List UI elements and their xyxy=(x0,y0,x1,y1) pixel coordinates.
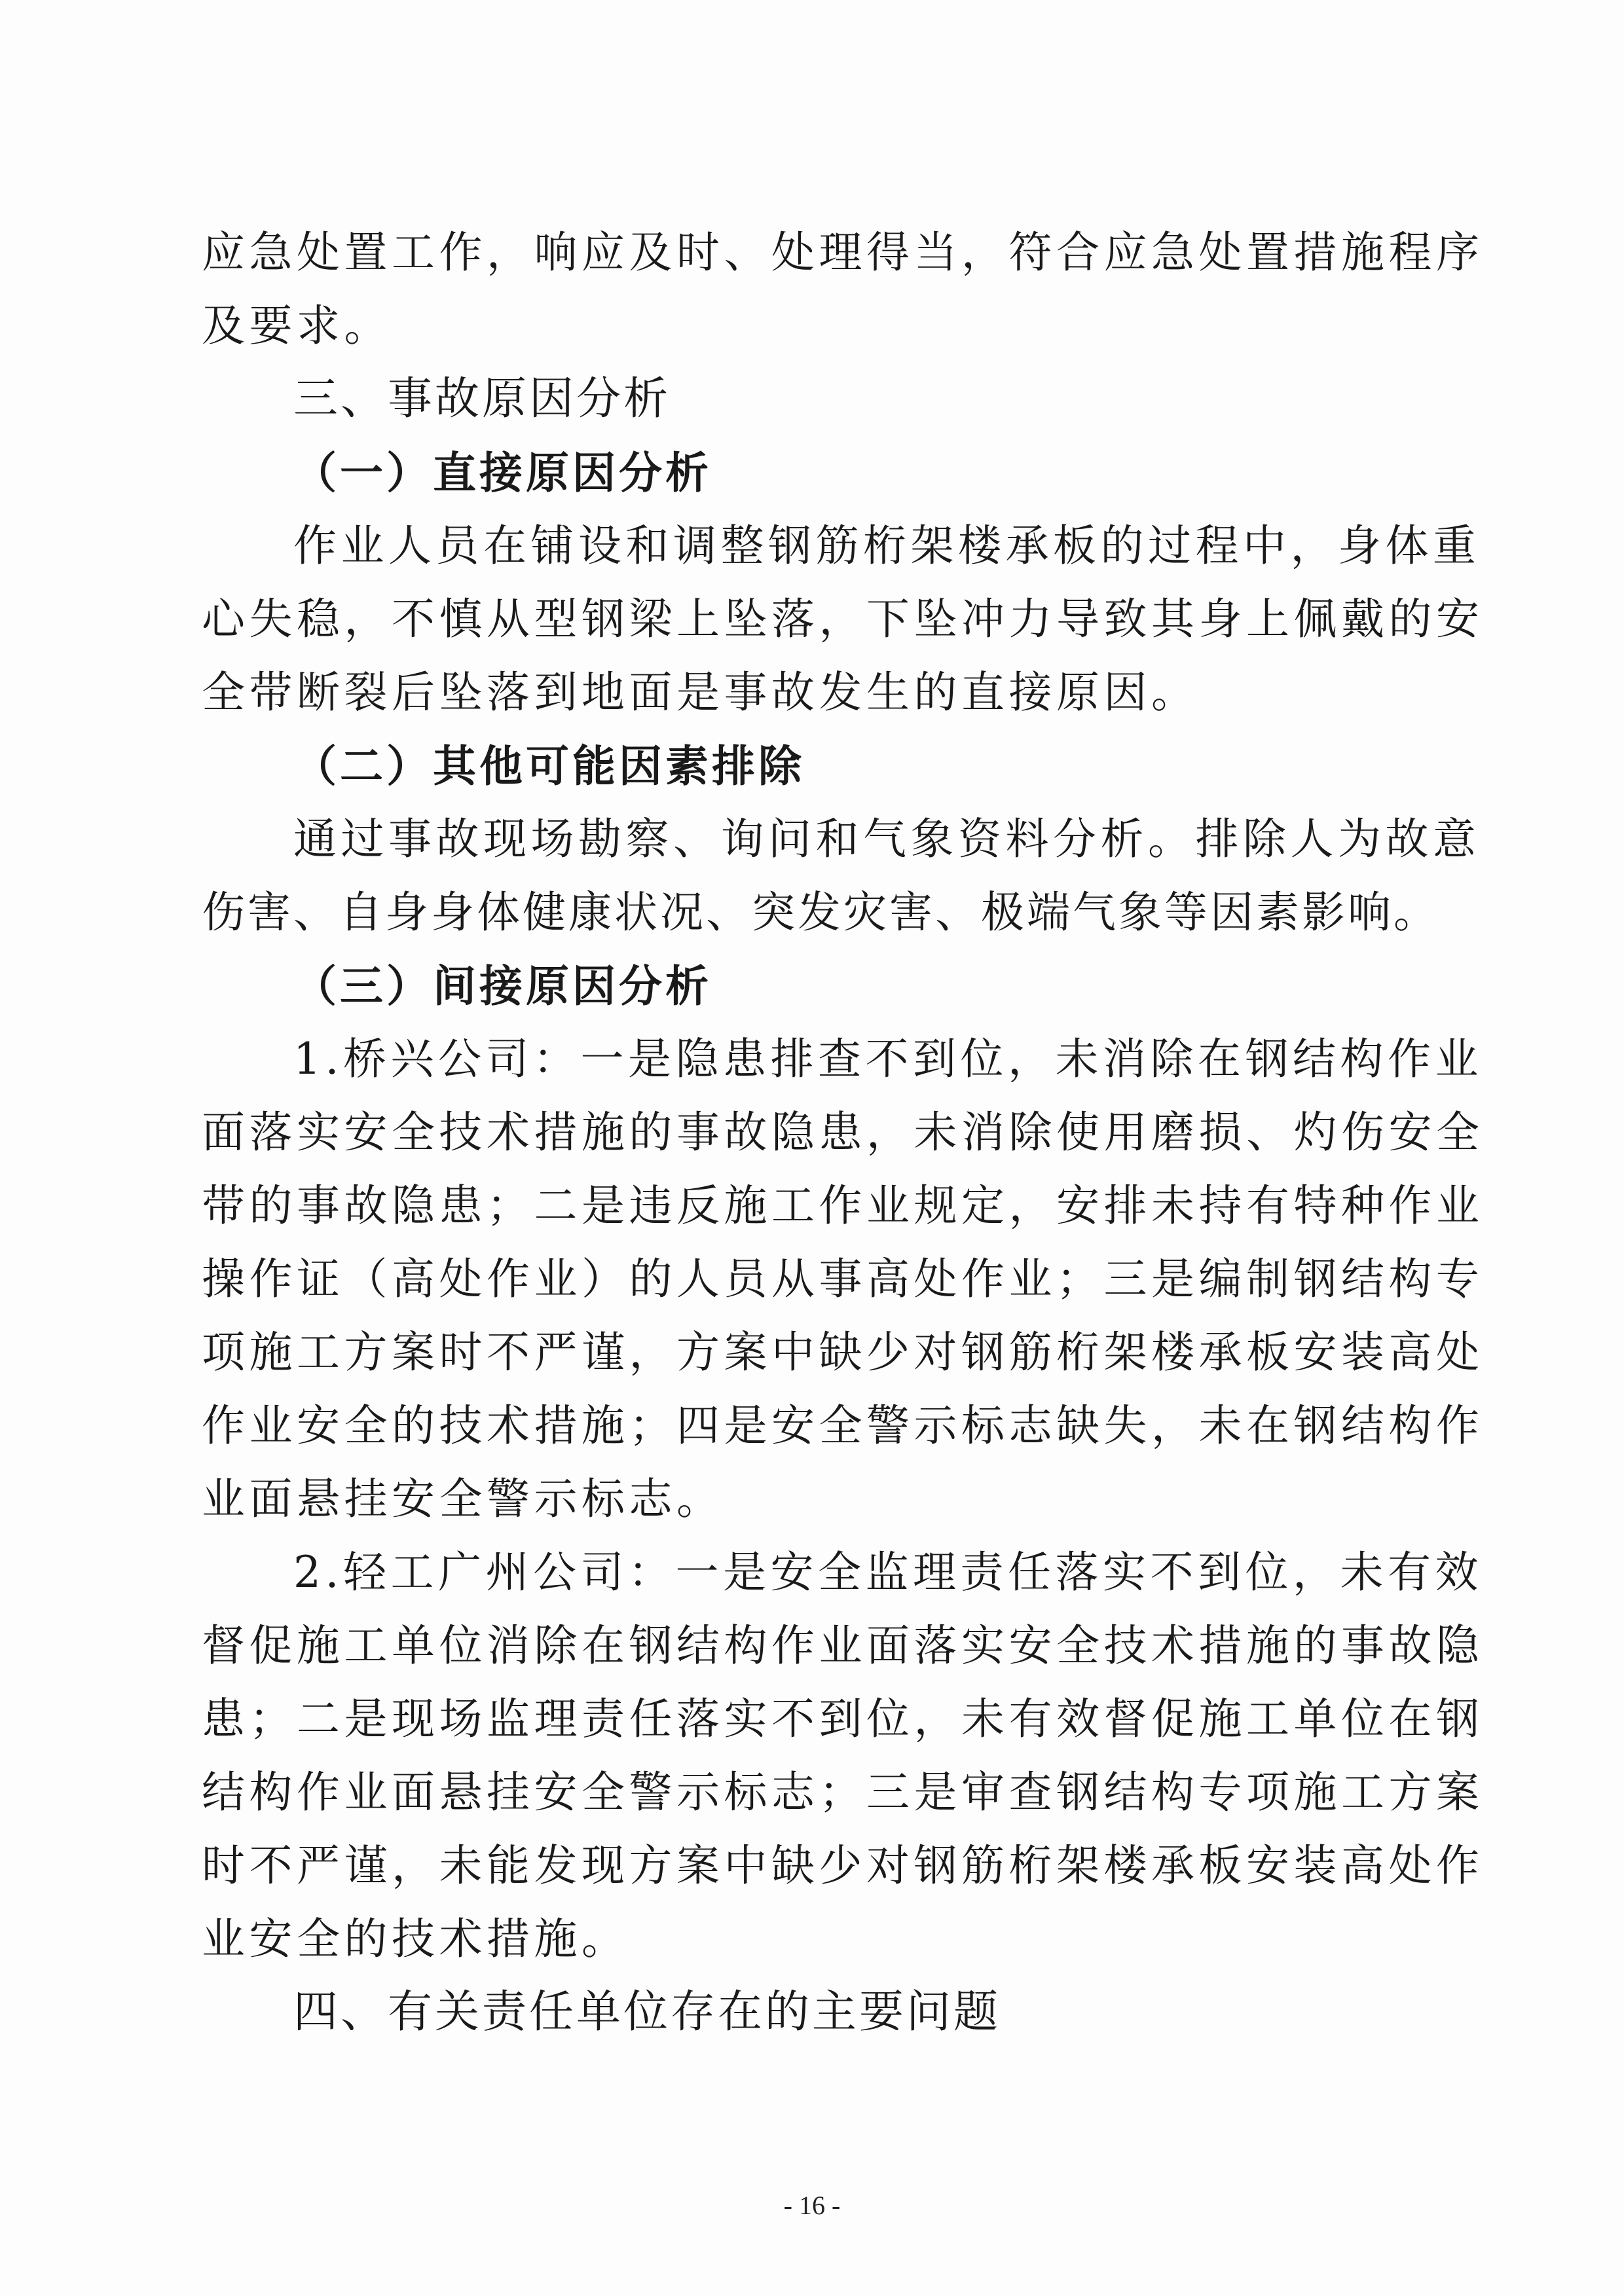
body-line: 面落实安全技术措施的事故隐患，未消除使用磨损、灼伤安全 xyxy=(202,1107,1484,1157)
body-line: 结构作业面悬挂安全警示标志；三是审查钢结构专项施工方案 xyxy=(202,1767,1484,1817)
body-line: 通过事故现场勘察、询问和气象资料分析。排除人为故意 xyxy=(293,814,1481,864)
document-body xyxy=(202,216,1484,2049)
body-line: 作业安全的技术措施；四是安全警示标志缺失，未在钢结构作 xyxy=(202,1400,1484,1451)
body-line: 督促施工单位消除在钢结构作业面落实安全技术措施的事故隐 xyxy=(202,1620,1484,1671)
subsection-heading: （二）其他可能因素排除 xyxy=(293,740,805,792)
body-line: 伤害、自身身体健康状况、突发灾害、极端气象等因素影响。 xyxy=(202,887,1439,938)
body-line: 操作证（高处作业）的人员从事高处作业；三是编制钢结构专 xyxy=(202,1254,1484,1304)
body-line: 2.轻工广州公司：一是安全监理责任落实不到位，未有效 xyxy=(293,1547,1483,1597)
section-heading: 三、事故原因分析 xyxy=(293,373,671,425)
body-line: 带的事故隐患；二是违反施工作业规定，安排未持有特种作业 xyxy=(202,1180,1484,1231)
subsection-heading: （三）间接原因分析 xyxy=(293,960,712,1011)
body-line: 患；二是现场监理责任落实不到位，未有效督促施工单位在钢 xyxy=(202,1694,1484,1744)
body-line: 业面悬挂安全警示标志。 xyxy=(202,1474,724,1524)
body-line: 全带断裂后坠落到地面是事故发生的直接原因。 xyxy=(202,667,1199,718)
subsection-heading: （一）直接原因分析 xyxy=(293,447,712,498)
section-heading: 四、有关责任单位存在的主要问题 xyxy=(293,1986,1001,2038)
page-number: - 16 - xyxy=(783,2191,841,2220)
body-line: 心失稳，不慎从型钢梁上坠落，下坠冲力导致其身上佩戴的安 xyxy=(202,594,1484,644)
body-line: 及要求。 xyxy=(202,301,392,351)
body-line: 业安全的技术措施。 xyxy=(202,1914,629,1964)
body-line: 1.桥兴公司：一是隐患排查不到位，未消除在钢结构作业 xyxy=(293,1034,1483,1084)
body-line: 时不严谨，未能发现方案中缺少对钢筋桁架楼承板安装高处作 xyxy=(202,1840,1484,1891)
body-line: 项施工方案时不严谨，方案中缺少对钢筋桁架楼承板安装高处 xyxy=(202,1327,1484,1377)
body-line: 作业人员在铺设和调整钢筋桁架楼承板的过程中，身体重 xyxy=(293,520,1481,571)
body-line: 应急处置工作，响应及时、处理得当，符合应急处置措施程序 xyxy=(202,227,1484,278)
